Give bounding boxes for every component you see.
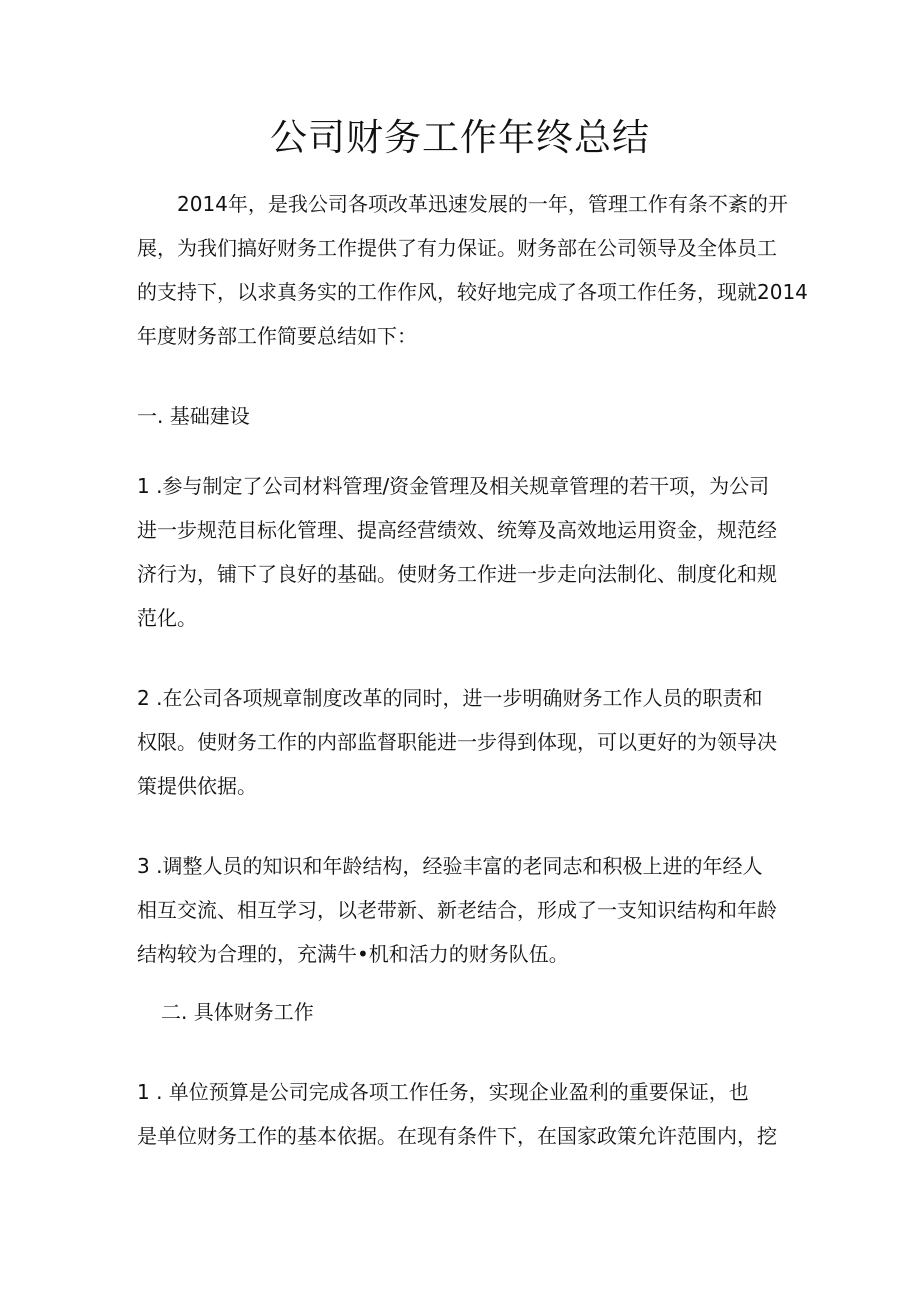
- intro-line-4: 年度财务部工作简要总结如下：: [137, 324, 417, 348]
- section-1-item-2-line-2: 权限。使财务工作的内部监督职能进一步得到体现，可以更好的为领导决: [137, 730, 777, 754]
- section-2-item-1-line-2: 是单位财务工作的基本依据。在现有条件下，在国家政策允许范围内，挖: [137, 1124, 777, 1148]
- section-1-item-2-line-1: 2 .在公司各项规章制度改革的同时，进一步明确财务工作人员的职责和: [137, 686, 763, 710]
- intro-line-1: 2014年，是我公司各项改革迅速发展的一年，管理工作有条不紊的开: [177, 192, 788, 216]
- section-1-item-1-line-1: 1 .参与制定了公司材料管理/资金管理及相关规章管理的若干项，为公司: [137, 474, 770, 498]
- section-1-item-3-line-3: 结构较为合理的，充满牛•机和活力的财务队伍。: [137, 942, 569, 966]
- section-1-heading: 一. 基础建设: [137, 404, 250, 428]
- section-1-item-2-line-3: 策提供依据。: [137, 774, 257, 798]
- intro-line-3: 的支持下，以求真务实的工作作风，较好地完成了各项工作任务，现就2014: [137, 280, 808, 304]
- section-1-item-1-line-3: 济行为，铺下了良好的基础。使财务工作进一步走向法制化、制度化和规: [137, 562, 777, 586]
- section-1-item-1-line-2: 进一步规范目标化管理、提高经营绩效、统筹及高效地运用资金，规范经: [137, 518, 777, 542]
- section-1-item-1-line-4: 范化。: [137, 606, 197, 630]
- section-2-item-1-line-1: 1 . 单位预算是公司完成各项工作任务，实现企业盈利的重要保证，也: [137, 1080, 749, 1104]
- section-2-heading: 二. 具体财务工作: [161, 1000, 314, 1024]
- intro-line-2: 展，为我们搞好财务工作提供了有力保证。财务部在公司领导及全体员工: [137, 236, 777, 260]
- section-1-item-3-line-1: 3 .调整人员的知识和年龄结构，经验丰富的老同志和积极上进的年经人: [137, 854, 763, 878]
- section-1-item-3-line-2: 相互交流、相互学习，以老带新、新老结合，形成了一支知识结构和年龄: [137, 898, 777, 922]
- document-title: 公司财务工作年终总结: [270, 116, 650, 159]
